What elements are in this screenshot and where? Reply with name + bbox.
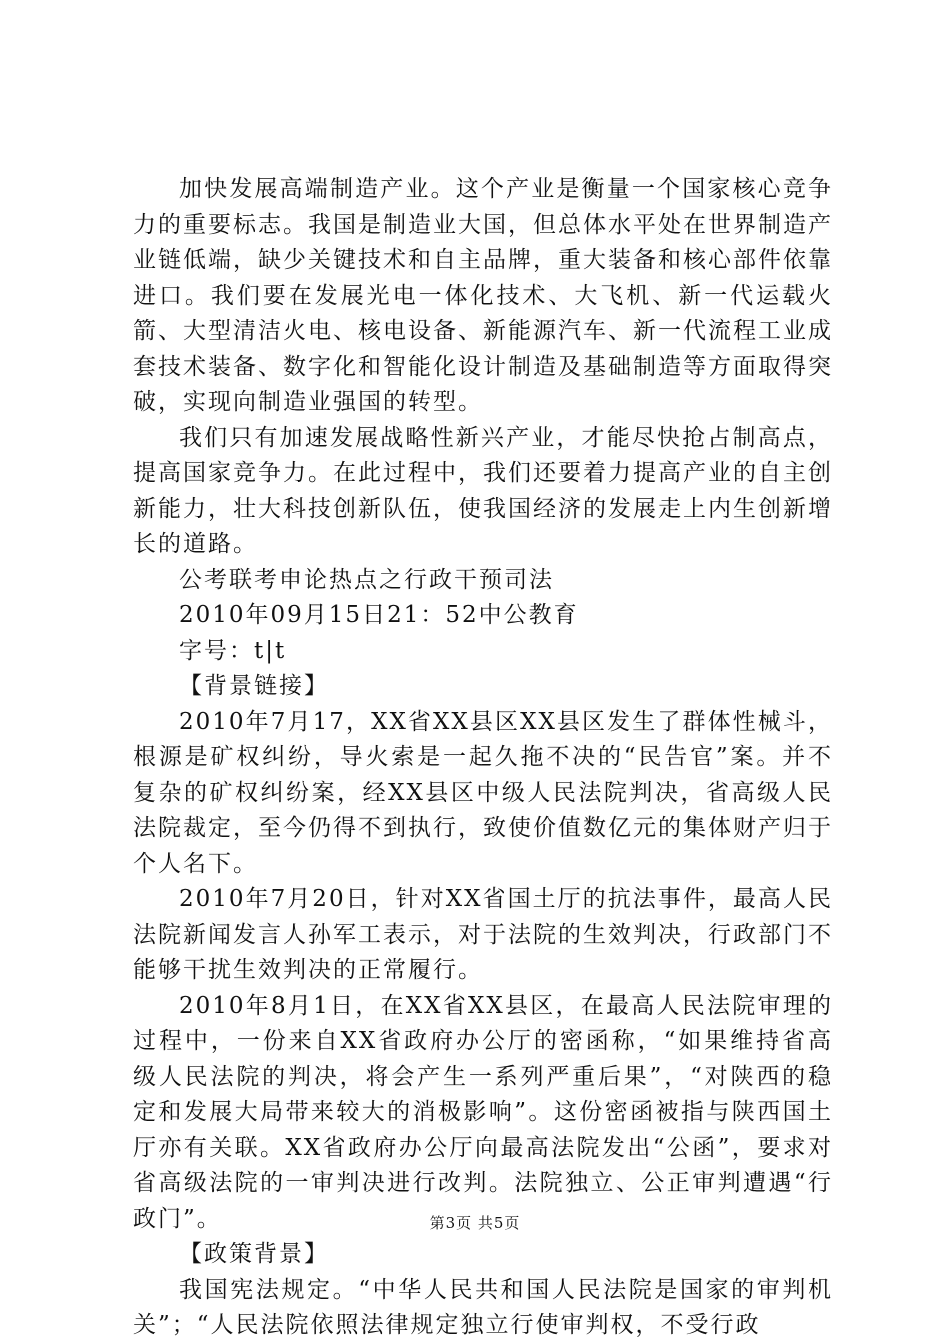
paragraph-july-17: 2010年7月17，XX省XX县区XX县区发生了群体性械斗，根源是矿权纠纷，导火索是一起久拖不决的“民告官”案。并不复杂的矿权纠纷案，经XX县区中级人民法院判决，省高级人民法院裁定，至今仍得不到执行，致使价值数亿元的集体财产归于个人名下。 (133, 708, 833, 877)
article-date-source: 2010年09月15日21：52中公教育 (179, 602, 579, 628)
article-title: 公考联考申论热点之行政干预司法 (179, 566, 554, 593)
section-heading-policy: 【政策背景】 (179, 1241, 329, 1267)
font-size-control: 字号：t|t (179, 637, 287, 664)
section-heading-background: 【背景链接】 (179, 673, 329, 699)
paragraph-august-1: 2010年8月1日，在XX省XX县区，在最高人民法院审理的过程中，一份来自XX省政府办公厅的密函称，“如果维持省高级人民法院的判决，将会产生一系列严重后果”，“对陕西的稳定和发展大局带来较大的消极影响”。这份密函被指与陕西国土厅亦有关联。XX省政府办公厅向最高法院发出“公函”，要求对省高级法院的一审判决进行改判。法院独立、公正审判遭遇“行政门”。 (133, 992, 833, 1232)
document-body (133, 172, 833, 1344)
paragraph-constitution: 我国宪法规定。“中华人民共和国人民法院是国家的审判机关”；“人民法院依照法律规定独立行使审判权，不受行政 (133, 1276, 833, 1338)
paragraph-competitiveness: 我们只有加速发展战略性新兴产业，才能尽快抢占制高点，提高国家竞争力。在此过程中，我们还要着力提高产业的自主创新能力，壮大科技创新队伍，使我国经济的发展走上内生创新增长的道路。 (133, 424, 833, 557)
paragraph-july-20: 2010年7月20日，针对XX省国土厅的抗法事件，最高人民法院新闻发言人孙军工表示，对于法院的生效判决，行政部门不能够干扰生效判决的正常履行。 (133, 886, 833, 983)
paragraph-high-end-manufacturing: 加快发展高端制造产业。这个产业是衡量一个国家核心竞争力的重要标志。我国是制造业大国，但总体水平处在世界制造产业链低端，缺少关键技术和自主品牌，重大装备和核心部件依靠进口。我们要在发展光电一体化技术、大飞机、新一代运载火箭、大型清洁火电、核电设备、新能源汽车、新一代流程工业成套技术装备、数字化和智能化设计制造及基础制造等方面取得突破，实现向制造业强国的转型。 (133, 176, 833, 415)
page-footer: 第3页 共5页 (429, 1214, 521, 1232)
